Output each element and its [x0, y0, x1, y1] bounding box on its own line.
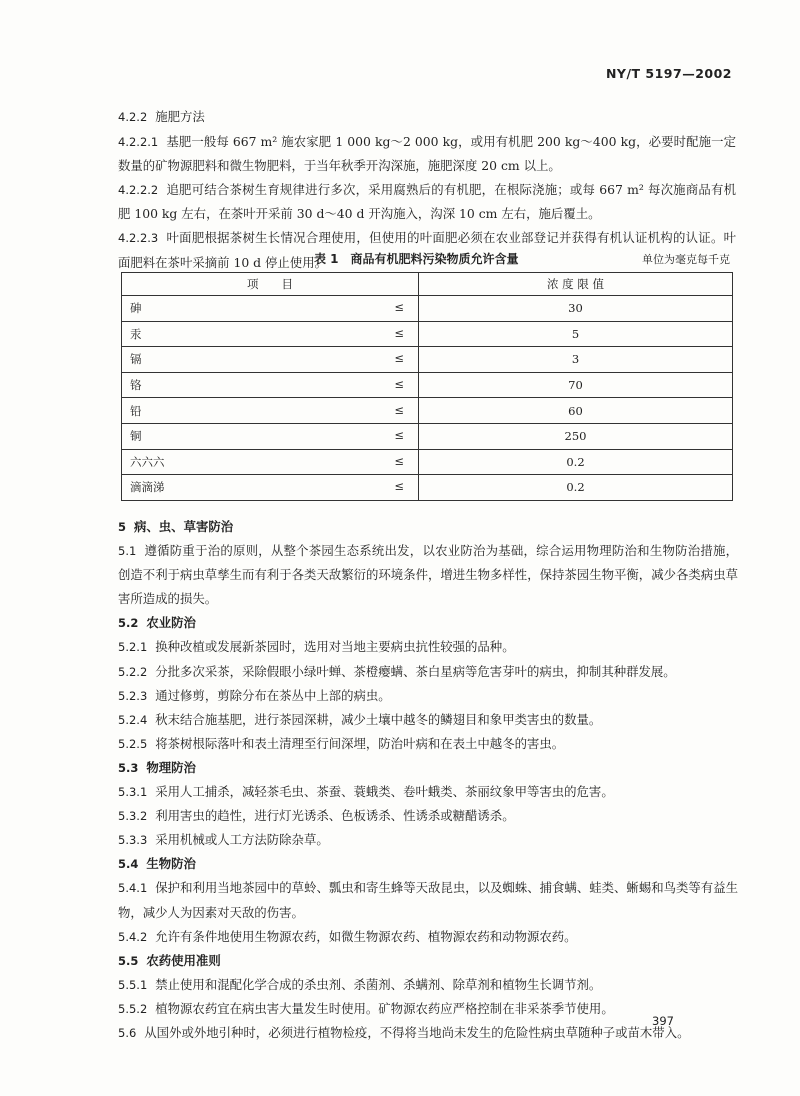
table-header-row — [122, 273, 733, 296]
section-5 — [118, 515, 738, 1045]
less-equal-symbol: ≤ — [394, 453, 404, 468]
paragraph-5-2-3: 5.2.3 通过修剪，剪除分布在茶丛中上部的病虫。 — [118, 687, 391, 703]
limit-value-cell: 70 — [419, 372, 733, 398]
pollutant-item-cell — [122, 423, 419, 449]
pollutant-item-cell — [122, 398, 419, 424]
pollutant-name: 砷 — [130, 301, 142, 316]
pollutant-name: 铜 — [130, 429, 142, 444]
paragraph-5-3-2: 5.3.2 利用害虫的趋性，进行灯光诱杀、色板诱杀、性诱杀或糖醋诱杀。 — [118, 808, 515, 824]
pollutant-name: 铅 — [130, 403, 142, 418]
less-equal-symbol: ≤ — [394, 351, 404, 366]
paragraph-5-3-3: 5.3.3 采用机械或人工方法防除杂草。 — [118, 832, 329, 848]
table-caption — [118, 250, 736, 270]
limit-value-cell: 30 — [419, 296, 733, 322]
limit-value-cell: 3 — [419, 347, 733, 373]
table-row — [122, 449, 733, 475]
pollutant-name: 六六六 — [130, 454, 165, 469]
heading-5: 5 病、虫、草害防治 — [118, 519, 234, 534]
paragraph-4-2-2-2: 4.2.2.2 追肥可结合茶树生育规律进行多次，采用腐熟后的有机肥，在根际浇施；或每 667 m² 每次施商品有机肥 100 kg 左右，在茶叶开采前 30 d～40 d 开沟施入，沟深 10 cm 左右，施后覆土。 — [118, 181, 736, 222]
limit-value-cell: 0.2 — [419, 449, 733, 475]
paragraph-5-4-1: 5.4.1 保护和利用当地茶园中的草蛉、瓢虫和寄生蜂等天敌昆虫，以及蜘蛛、捕食螨、蛙类、蜥蜴和鸟类等有益生物，减少人为因素对天敌的伤害。 — [118, 880, 738, 920]
paragraph-5-5-1: 5.5.1 禁止使用和混配化学合成的杀虫剂、杀菌剂、杀螨剂、除草剂和植物生长调节剂。 — [118, 976, 602, 992]
pollutant-item-cell — [122, 475, 419, 501]
heading-5-4: 5.4 生物防治 — [118, 856, 196, 872]
table-row — [122, 423, 733, 449]
table-row — [122, 475, 733, 501]
table-row — [122, 321, 733, 347]
less-equal-symbol: ≤ — [394, 325, 404, 340]
pollutant-item-cell — [122, 321, 419, 347]
limit-value-cell: 5 — [419, 321, 733, 347]
table-row — [122, 347, 733, 373]
table-body — [122, 296, 733, 501]
heading-5-3: 5.3 物理防治 — [118, 759, 196, 775]
pollutant-item-cell — [122, 347, 419, 373]
pollutant-item-cell — [122, 296, 419, 322]
table-row — [122, 398, 733, 424]
table-title: 表 1 商品有机肥料污染物质允许含量 — [314, 252, 519, 266]
page-number: 397 — [652, 1014, 674, 1028]
less-equal-symbol: ≤ — [394, 402, 404, 417]
pollutant-name: 铬 — [130, 378, 142, 393]
standard-code: NY/T 5197—2002 — [605, 66, 732, 81]
less-equal-symbol: ≤ — [394, 479, 404, 494]
less-equal-symbol: ≤ — [394, 377, 404, 392]
less-equal-symbol: ≤ — [394, 300, 404, 315]
less-equal-symbol: ≤ — [394, 428, 404, 443]
pollutant-name: 镉 — [130, 352, 142, 367]
paragraph-5-2-4: 5.2.4 秋末结合施基肥，进行茶园深耕，减少土壤中越冬的鳞翅目和象甲类害虫的数量。 — [118, 711, 602, 727]
paragraph-5-2-5: 5.2.5 将茶树根际落叶和表土清理至行间深埋，防治叶病和在表土中越冬的害虫。 — [118, 735, 565, 751]
paragraph-4-2-2-1: 4.2.2.1 基肥一般每 667 m² 施农家肥 1 000 kg～2 000 kg，或用有机肥 200 kg～400 kg，必要时配施一定数量的矿物源肥料和微生物肥料，于当年秋季开沟深施，施肥深度 20 cm 以上。 — [118, 133, 736, 174]
heading-5-2: 5.2 农业防治 — [118, 615, 196, 631]
section-4-2-2 — [118, 105, 736, 274]
paragraph-5-5-2: 5.5.2 植物源农药宜在病虫害大量发生时使用。矿物源农药应严格控制在非采茶季节使用。 — [118, 1000, 614, 1016]
column-header-limit: 浓 度 限 值 — [419, 273, 733, 296]
paragraph-5-2-2: 5.2.2 分批多次采茶，采除假眼小绿叶蝉、茶橙瘿螨、茶白星病等危害芽叶的病虫，抑制其种群发展。 — [118, 663, 676, 679]
heading-5-5: 5.5 农药使用准则 — [118, 952, 221, 968]
pollutant-limit-table — [121, 272, 733, 501]
table-unit: 单位为毫克每千克 — [642, 253, 730, 266]
paragraph-5-4-2: 5.4.2 允许有条件地使用生物源农药，如微生物源农药、植物源农药和动物源农药。 — [118, 928, 577, 944]
pollutant-item-cell — [122, 449, 419, 475]
paragraph-5-6: 5.6 从国外或外地引种时，必须进行植物检疫，不得将当地尚未发生的危险性病虫草随种子或苗木带入。 — [118, 1024, 690, 1040]
pollutant-name: 滴滴涕 — [130, 480, 165, 495]
pollutant-item-cell — [122, 372, 419, 398]
limit-value-cell: 60 — [419, 398, 733, 424]
table-row — [122, 372, 733, 398]
limit-value-cell: 250 — [419, 423, 733, 449]
pollutant-name: 汞 — [130, 326, 142, 341]
column-header-item: 项 目 — [122, 273, 419, 296]
paragraph-5-3-1: 5.3.1 采用人工捕杀，减轻茶毛虫、茶蚕、蓑蛾类、卷叶蛾类、茶丽纹象甲等害虫的危害。 — [118, 784, 614, 800]
paragraph-5-1: 5.1 遵循防重于治的原则，从整个茶园生态系统出发，以农业防治为基础，综合运用物理防治和生物防治措施，创造不利于病虫草孳生而有利于各类天敌繁衍的环境条件，增进生物多样性，保持茶园生物平衡，减少各类病虫草害所造成的损失。 — [118, 543, 738, 607]
table-row — [122, 296, 733, 322]
heading-4-2-2: 4.2.2 施肥方法 — [118, 109, 205, 124]
limit-value-cell: 0.2 — [419, 475, 733, 501]
paragraph-4-2-2-3: 4.2.2.3 叶面肥根据茶树生长情况合理使用，但使用的叶面肥必须在农业部登记并获得有机认证机构的认证。叶面肥料在茶叶采摘前 10 d 停止使用。 — [118, 229, 736, 270]
paragraph-5-2-1: 5.2.1 换种改植或发展新茶园时，选用对当地主要病虫抗性较强的品种。 — [118, 639, 515, 655]
